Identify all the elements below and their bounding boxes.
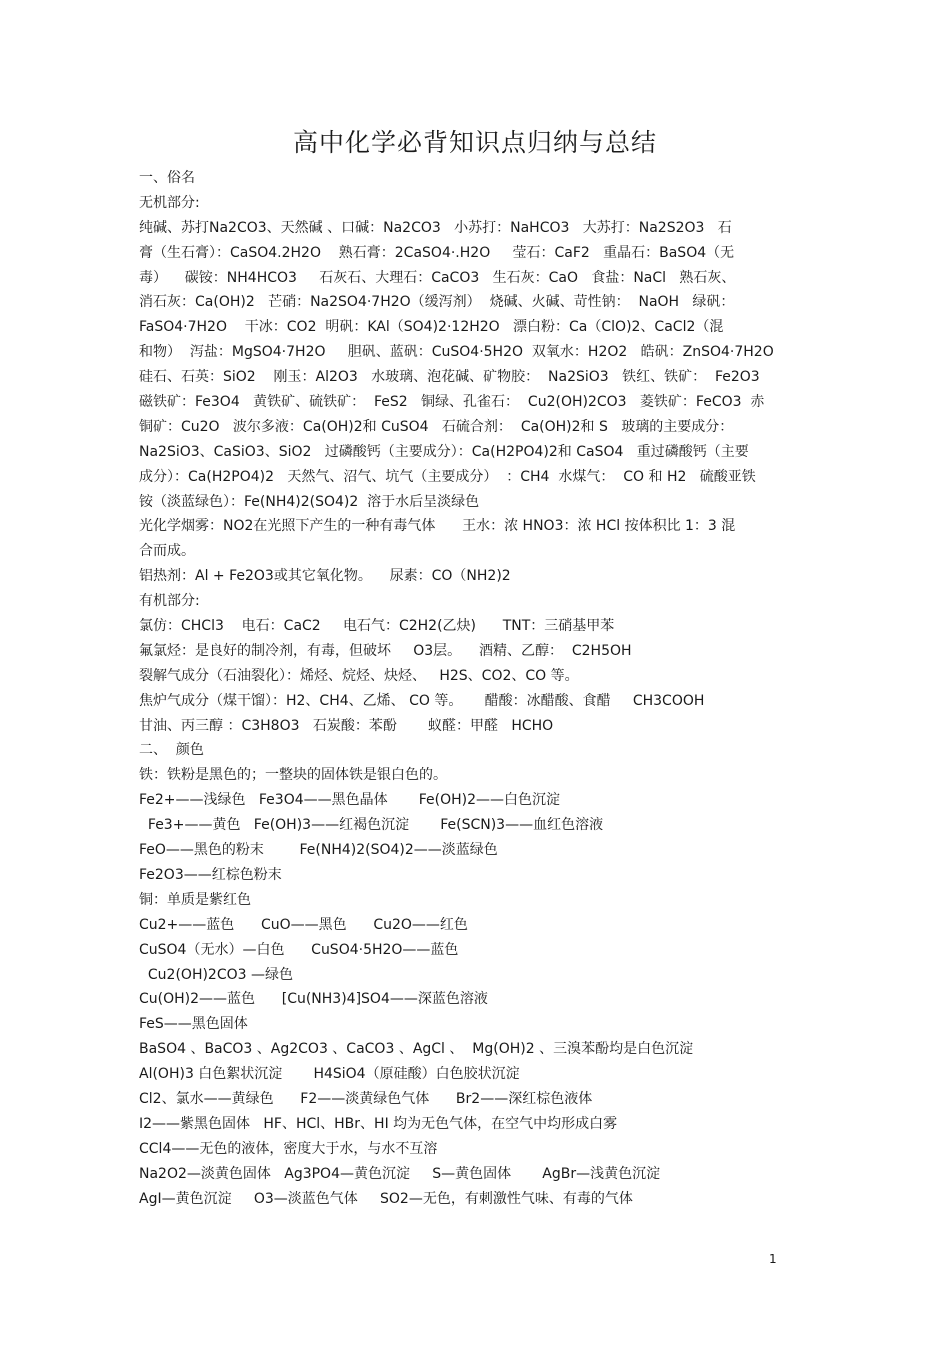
text-line: 光化学烟雾：NO2在光照下产生的一种有毒气体 王水：浓 HNO3：浓 HCl 按体积比 1：3 混 <box>139 518 736 535</box>
text-line: CCl4——无色的液体，密度大于水，与水不互溶 <box>139 1140 438 1157</box>
section-heading-colors: 二、 颜色 <box>139 742 204 759</box>
text-line: AgI—黄色沉淀 O3—淡蓝色气体 SO2—无色，有刺激性气味、有毒的气体 <box>139 1190 633 1207</box>
text-line: CuSO4（无水）—白色 CuSO4·5H2O——蓝色 <box>139 941 459 958</box>
page-title: 高中化学必背知识点归纳与总结 <box>292 128 657 157</box>
text-line: I2——紫黑色固体 HF、HCl、HBr、HI 均为无色气体，在空气中均形成白雾 <box>139 1115 618 1132</box>
text-line: BaSO4 、BaCO3 、Ag2CO3 、CaCO3 、AgCl 、 Mg(OH)2 、三溴苯酚均是白色沉淀 <box>139 1041 694 1058</box>
text-line: Al(OH)3 白色絮状沉淀 H4SiO4（原硅酸）白色胶状沉淀 <box>139 1066 520 1083</box>
text-line: 成分）：Ca(H2PO4)2 天然气、沼气、坑气（主要成分） ：CH4 水煤气： CO 和 H2 硫酸亚铁 <box>139 468 756 485</box>
text-line: Cu2(OH)2CO3 —绿色 <box>139 966 293 983</box>
text-line: Fe3+——黄色 Fe(OH)3——红褐色沉淀 Fe(SCN)3——血红色溶液 <box>139 817 604 834</box>
text-line: 铜：单质是紫红色 <box>139 891 251 908</box>
text-line: Cu2+——蓝色 CuO——黑色 Cu2O——红色 <box>139 916 468 933</box>
text-line: 铁：铁粉是黑色的；一整块的固体铁是银白色的。 <box>139 767 447 784</box>
text-line: 焦炉气成分（煤干馏）：H2、CH4、乙烯、 CO 等。 醋酸：冰醋酸、食醋 CH3COOH <box>139 692 705 709</box>
text-line: FeS——黑色固体 <box>139 1016 248 1033</box>
text-line: Na2O2—淡黄色固体 Ag3PO4—黄色沉淀 S—黄色固体 AgBr—浅黄色沉淀 <box>139 1165 661 1182</box>
text-line: 和物） 泻盐：MgSO4·7H2O 胆矾、蓝矾：CuSO4·5H2O 双氧水：H2O2 皓矾：ZnSO4·7H2O <box>139 344 774 361</box>
page-number: 1 <box>769 1252 777 1266</box>
document-body <box>139 166 811 1211</box>
text-line: 铜矿：Cu2O 波尔多液：Ca(OH)2和 CuSO4 石硫合剂： Ca(OH)2和 S 玻璃的主要成分： <box>139 418 734 435</box>
text-line: Cl2、氯水——黄绿色 F2——淡黄绿色气体 Br2——深红棕色液体 <box>139 1090 593 1107</box>
text-line: 膏（生石膏）：CaSO4.2H2O 熟石膏：2CaSO4·.H2O 莹石：CaF2 重晶石：BaSO4（无 <box>139 244 735 261</box>
text-line: 铝热剂：Al + Fe2O3或其它氧化物。 尿素：CO（NH2)2 <box>139 568 511 585</box>
text-line: 合而成。 <box>139 543 195 560</box>
text-line: 氯仿：CHCl3 电石：CaC2 电石气：C2H2(乙炔) TNT：三硝基甲苯 <box>139 618 615 635</box>
subsection-organic: 有机部分: <box>139 593 200 610</box>
text-line: 纯碱、苏打Na2CO3、天然碱 、口碱：Na2CO3 小苏打：NaHCO3 大苏打：Na2S2O3 石 <box>139 219 732 236</box>
text-line: FeO——黑色的粉末 Fe(NH4)2(SO4)2——淡蓝绿色 <box>139 842 498 859</box>
text-line: 氟氯烃：是良好的制冷剂，有毒，但破坏 O3层。 酒精、乙醇： C2H5OH <box>139 642 632 659</box>
text-line: Cu(OH)2——蓝色 [Cu(NH3)4]SO4——深蓝色溶液 <box>139 991 488 1008</box>
text-line: FaSO4·7H2O 干冰：CO2 明矾：KAl（SO4)2·12H2O 漂白粉：Ca（ClO)2、CaCl2（混 <box>139 319 724 336</box>
text-line: 裂解气成分（石油裂化）：烯烃、烷烃、炔烃、 H2S、CO2、CO 等。 <box>139 667 579 684</box>
text-line: 毒） 碳铵：NH4HCO3 石灰石、大理石：CaCO3 生石灰：CaO 食盐：NaCl 熟石灰、 <box>139 269 736 286</box>
text-line: 甘油、丙三醇 ：C3H8O3 石炭酸：苯酚 蚁醛：甲醛 HCHO <box>139 717 554 734</box>
text-line: Fe2O3——红棕色粉末 <box>139 866 282 883</box>
section-heading-common-names: 一、俗名 <box>139 170 195 186</box>
text-line: Fe2+——浅绿色 Fe3O4——黑色晶体 Fe(OH)2——白色沉淀 <box>139 792 561 809</box>
subsection-inorganic: 无机部分: <box>139 194 200 211</box>
text-line: 消石灰：Ca(OH)2 芒硝：Na2SO4·7H2O（缓泻剂） 烧碱、火碱、苛性钠： NaOH 绿矾： <box>139 294 735 311</box>
text-line: 磁铁矿：Fe3O4 黄铁矿、硫铁矿： FeS2 铜绿、孔雀石： Cu2(OH)2CO3 菱铁矿：FeCO3 赤 <box>139 394 765 411</box>
text-line: Na2SiO3、CaSiO3、SiO2 过磷酸钙（主要成分）：Ca(H2PO4)2和 CaSO4 重过磷酸钙（主要 <box>139 443 749 460</box>
text-line: 硅石、石英：SiO2 刚玉：Al2O3 水玻璃、泡花碱、矿物胶： Na2SiO3 铁红、铁矿： Fe2O3 <box>139 369 760 386</box>
text-line: 铵（淡蓝绿色）：Fe(NH4)2(SO4)2 溶于水后呈淡绿色 <box>139 493 480 510</box>
